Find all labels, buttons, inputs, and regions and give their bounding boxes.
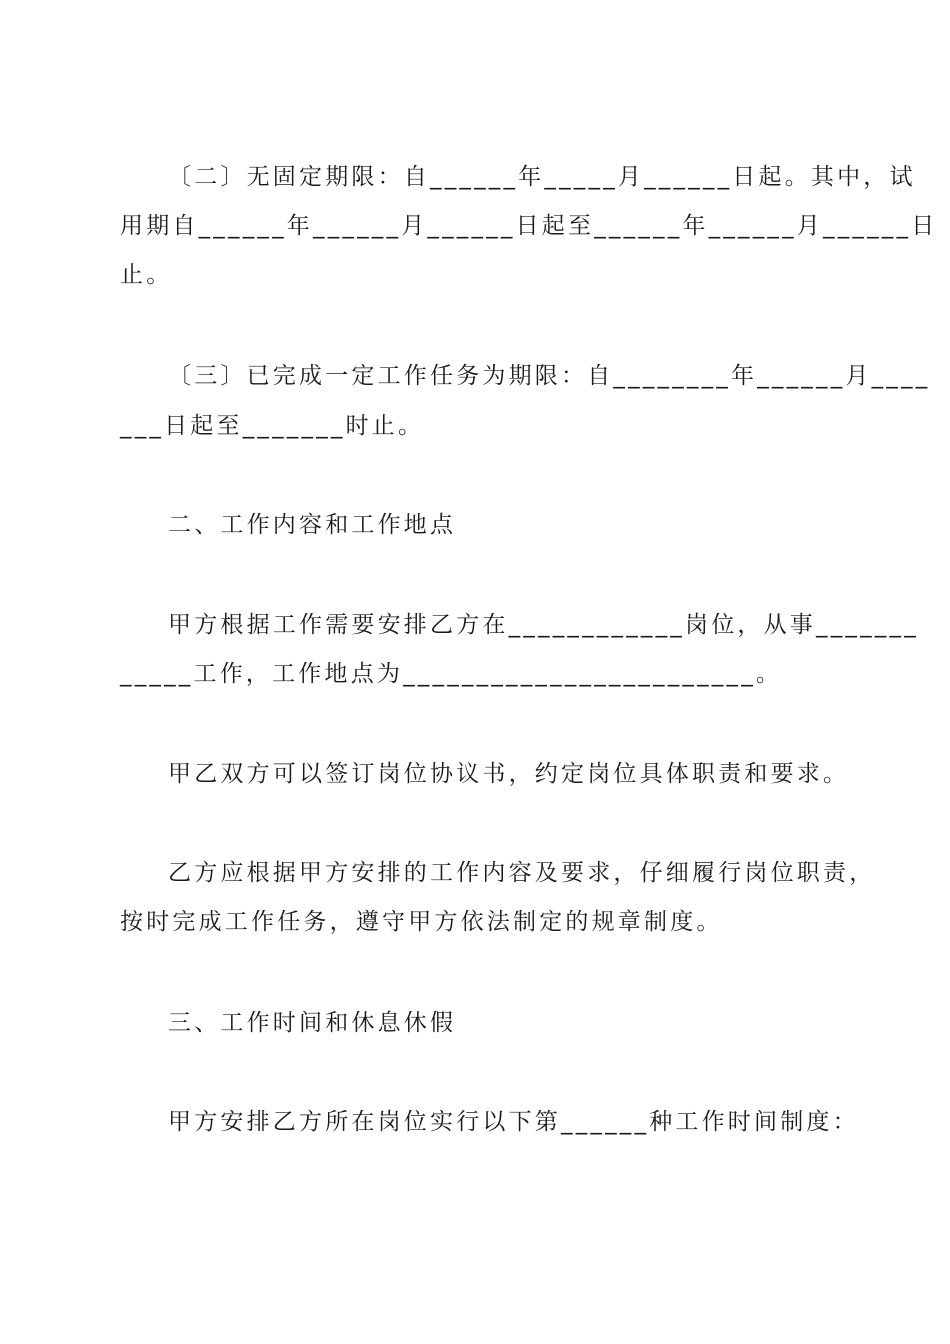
paragraph-duties-line-1: 乙方应根据甲方安排的工作内容及要求，仔细履行岗位职责， xyxy=(168,860,876,886)
paragraph-duties-line-2: 按时完成工作任务，遵守甲方依法制定的规章制度。 xyxy=(120,909,723,935)
paragraph-position-line-2: _____工作，工作地点为________________________。 xyxy=(120,661,783,687)
paragraph-position-line-1: 甲方根据工作需要安排乙方在____________岗位，从事_______ xyxy=(168,612,919,638)
clause-2-2-line-1: 〔二〕无固定期限：自______年_____月______日起。其中，试 xyxy=(168,164,916,190)
paragraph-work-time: 甲方安排乙方所在岗位实行以下第______种工作时间制度： xyxy=(168,1109,859,1135)
clause-2-2-line-3: 止。 xyxy=(120,262,173,288)
clause-2-2-line-2: 用期自______年______月______日起至______年______月______日 xyxy=(120,213,938,239)
section-heading-2: 二、工作内容和工作地点 xyxy=(168,512,457,538)
paragraph-agreement: 甲乙双方可以签订岗位协议书，约定岗位具体职责和要求。 xyxy=(168,761,850,787)
clause-2-3-line-2: ___日起至_______时止。 xyxy=(120,413,425,439)
clause-2-3-line-1: 〔三〕已完成一定工作任务为期限：自________年______月____ xyxy=(168,363,931,389)
section-heading-3: 三、工作时间和休息休假 xyxy=(168,1010,457,1036)
